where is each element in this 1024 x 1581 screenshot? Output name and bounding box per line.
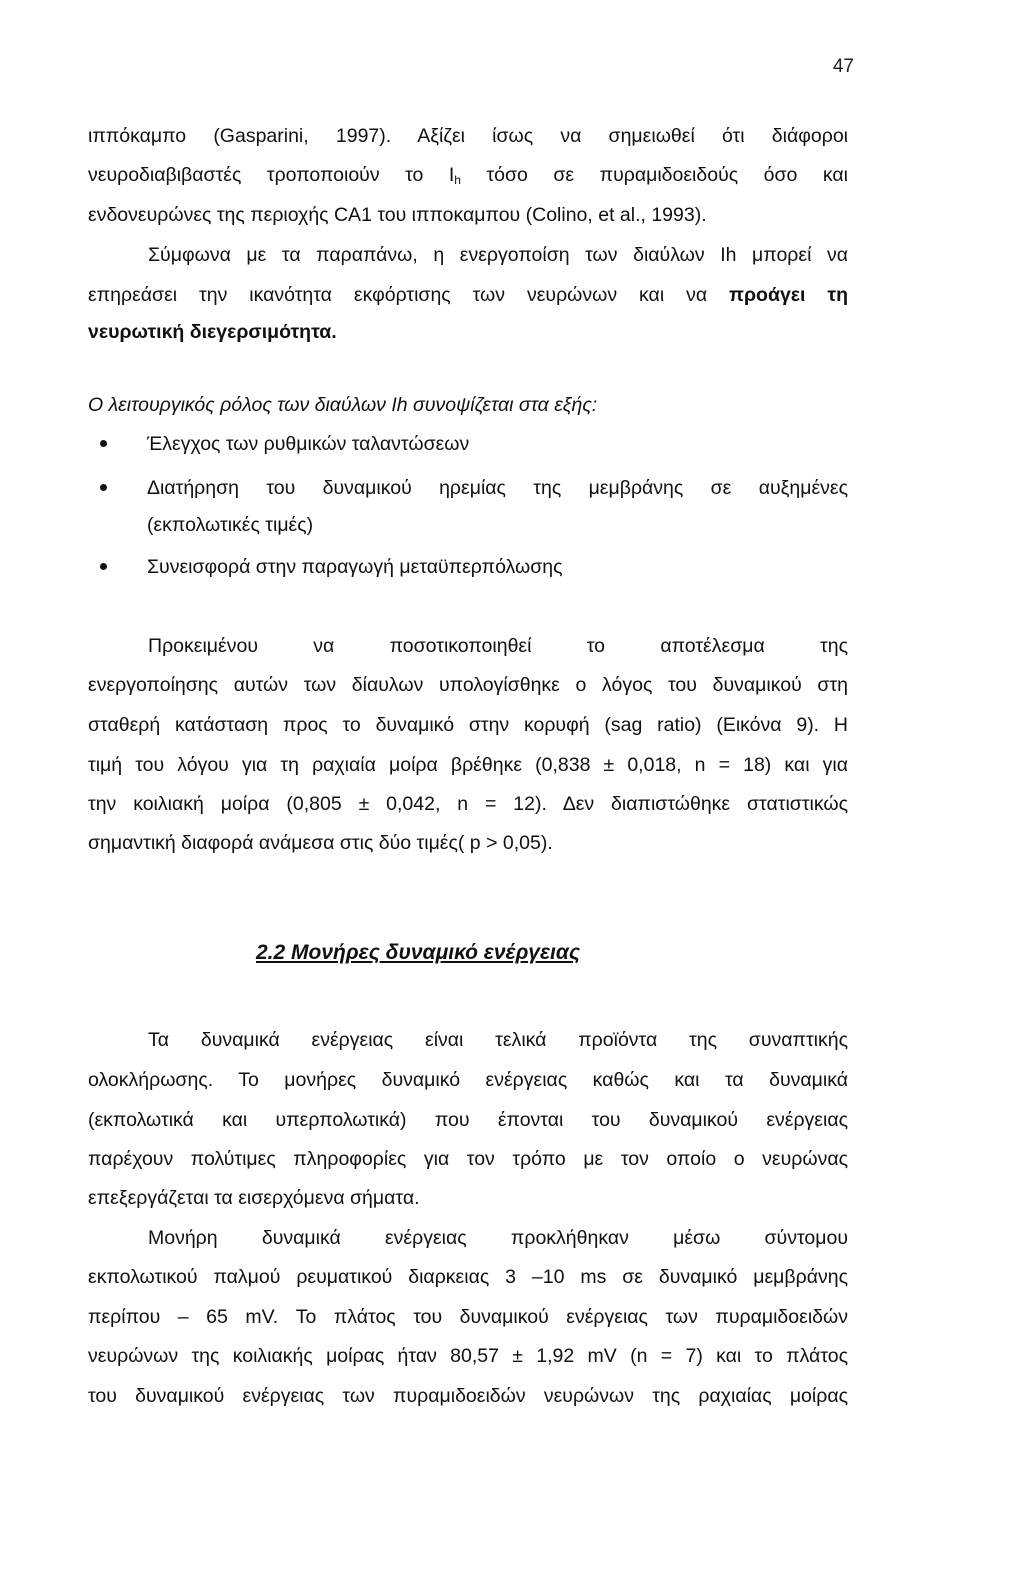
bullet-item: Συνεισφορά στην παραγωγή μεταϋπερπόλωσης xyxy=(147,556,563,578)
text-span: τόσο σε πυραμιδοειδούς όσο και xyxy=(460,164,848,186)
subscript: h xyxy=(454,173,461,187)
text-line: νευρωτική διεγερσιμότητα. xyxy=(88,321,337,343)
bullet-item: Διατήρηση του δυναμικού ηρεμίας της μεμβράνης σε αυξημένες xyxy=(147,477,848,499)
text-line: εκπολωτικού παλμού ρευματικού διαρκειας 3 –10 ms σε δυναμικό μεμβράνης xyxy=(88,1266,848,1288)
text-line: Μονήρη δυναμικά ενέργειας προκλήθηκαν μέσω σύντομου xyxy=(148,1227,848,1249)
bullet-item-continuation: (εκπολωτικές τιμές) xyxy=(147,514,314,536)
text-line: (εκπολωτικά και υπερπολωτικά) που έπονται του δυναμικού ενέργειας xyxy=(88,1109,848,1131)
text-span: νευροδιαβιβαστές τροποποιούν το I xyxy=(88,164,455,186)
text-line: ιππόκαμπο (Gasparini, 1997). Αξίζει ίσως να σημειωθεί ότι διάφοροι xyxy=(88,125,848,147)
section-heading: 2.2 Μονήρες δυναμικό ενέργειας xyxy=(256,941,581,964)
page-number: 47 xyxy=(832,56,854,77)
bold-text: προάγει τη xyxy=(729,284,848,306)
text-span: επηρεάσει την ικανότητα εκφόρτισης των νευρώνων και να xyxy=(88,284,730,306)
bullet-item: Έλεγχος των ρυθμικών ταλαντώσεων xyxy=(147,433,470,455)
role-intro: Ο λειτουργικός ρόλος των διαύλων Ih συνοψίζεται στα εξής: xyxy=(88,394,598,416)
text-line: ενεργοποίησης αυτών των δίαυλων υπολογίσθηκε ο λόγος του δυναμικού στη xyxy=(88,674,848,696)
text-line: την κοιλιακή μοίρα (0,805 ± 0,042, n = 12). Δεν διαπιστώθηκε στατιστικώς xyxy=(88,793,848,815)
text-line: νευρώνων της κοιλιακής μοίρας ήταν 80,57 ± 1,92 mV (n = 7) και το πλάτος xyxy=(88,1345,848,1367)
text-line: ολοκλήρωσης. Το μονήρες δυναμικό ενέργειας καθώς και τα δυναμικά xyxy=(88,1069,848,1091)
bullet-dot xyxy=(100,563,107,570)
text-line xyxy=(88,283,848,307)
text-line: περίπου – 65 mV. Το πλάτος του δυναμικού ενέργειας των πυραμιδοειδών xyxy=(88,1306,848,1328)
text-line: τιμή του λόγου για τη ραχιαία μοίρα βρέθηκε (0,838 ± 0,018, n = 18) και για xyxy=(88,754,848,776)
text-line: Τα δυναμικά ενέργειας είναι τελικά προϊόντα της συναπτικής xyxy=(148,1029,848,1051)
text-line: παρέχουν πολύτιμες πληροφορίες για τον τρόπο με τον οποίο ο νευρώνας xyxy=(88,1148,848,1170)
bullet-dot xyxy=(100,484,107,491)
text-line xyxy=(88,163,848,192)
text-line: σημαντική διαφορά ανάμεσα στις δύο τιμές( p > 0,05). xyxy=(88,832,553,854)
text-line: επεξεργάζεται τα εισερχόμενα σήματα. xyxy=(88,1187,420,1209)
text-line: σταθερή κατάσταση προς το δυναμικό στην κορυφή (sag ratio) (Εικόνα 9). Η xyxy=(88,714,848,736)
bullet-dot xyxy=(100,440,107,447)
text-line: ενδονευρώνες της περιοχής CA1 του ιπποκαμπου (Colino, et al., 1993). xyxy=(88,204,707,226)
text-line: Προκειμένου να ποσοτικοποιηθεί το αποτέλεσμα της xyxy=(148,635,848,657)
text-line: του δυναμικού ενέργειας των πυραμιδοειδών νευρώνων της ραχιαίας μοίρας xyxy=(88,1385,848,1407)
text-line: Σύμφωνα με τα παραπάνω, η ενεργοποίση των διαύλων Ih μπορεί να xyxy=(148,244,848,266)
